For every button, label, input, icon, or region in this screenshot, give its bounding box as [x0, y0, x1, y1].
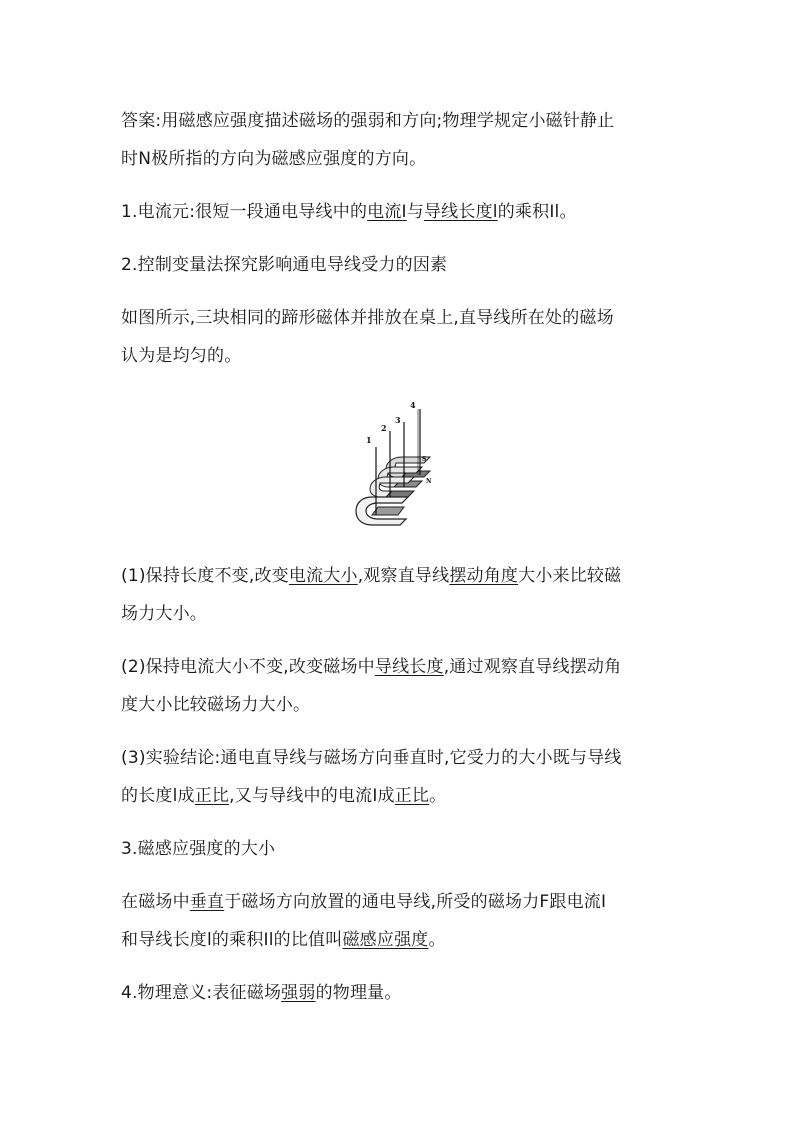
- wire-label-4: 4: [410, 400, 416, 410]
- answer-line-2: 时N极所指的方向为磁感应强度的方向。: [121, 149, 427, 169]
- sub-1-mid: ,观察直导线: [357, 566, 450, 586]
- item-3-suffix-2: 。: [428, 930, 446, 950]
- item-4-underline-strength: 强弱: [281, 983, 316, 1003]
- sub-3-suffix: 。: [429, 786, 447, 806]
- item-2-title: 2.控制变量法探究影响通电导线受力的因素: [121, 255, 448, 275]
- sub-2-prefix: (2)保持电流大小不变,改变磁场中: [121, 657, 375, 677]
- wire-label-3: 3: [395, 415, 401, 425]
- wire-label-1: 1: [366, 435, 372, 445]
- item-1-underline-current: 电流I: [367, 202, 407, 222]
- item-3-title: 3.磁感应强度的大小: [121, 839, 276, 859]
- sub-2-suffix: ,通过观察直导线摆动角: [443, 657, 622, 677]
- sub-1-line-1: [121, 557, 677, 595]
- item-4-prefix: 4.物理意义:表征磁场: [121, 983, 282, 1003]
- magnet-front: [356, 497, 408, 525]
- item-1-current-element: [121, 193, 677, 231]
- item-1-suffix: 的乘积Il。: [497, 202, 577, 222]
- sub-1-prefix: (1)保持长度不变,改变: [121, 566, 289, 586]
- wire-label-2: 2: [381, 423, 387, 433]
- magnet-experiment-figure: [121, 397, 677, 539]
- item-3-prefix: 在磁场中: [121, 892, 190, 912]
- item-1-prefix: 1.电流元:很短一段通电导线中的: [121, 202, 368, 222]
- item-4-suffix: 的物理量。: [315, 983, 402, 1003]
- sub-1-underline-swing-angle: 摆动角度: [449, 566, 519, 586]
- sub-1-suffix: 大小来比较磁: [518, 566, 622, 586]
- sub-3-mid: ,又与导线中的电流I成: [229, 786, 395, 806]
- item-3-line-1: [121, 883, 677, 921]
- item-4-physical-meaning: [121, 974, 677, 1012]
- sub-3-prefix: 的长度l成: [121, 786, 195, 806]
- pole-s-label: S: [422, 456, 427, 463]
- item-3-prefix-2: 和导线长度l的乘积Il的比值叫: [121, 930, 343, 950]
- sub-1-underline-current-size: 电流大小: [288, 566, 358, 586]
- sub-3-line-2: [121, 777, 677, 815]
- item-2-intro-line-1: 如图所示,三块相同的蹄形磁体并排放在桌上,直导线所在处的磁场: [121, 308, 614, 328]
- item-3-underline-magnetic-induction: 磁感应强度: [342, 930, 429, 950]
- item-1-mid: 与: [406, 202, 424, 222]
- item-3-underline-perpendicular: 垂直: [189, 892, 225, 912]
- sub-3-line-1: (3)实验结论:通电直导线与磁场方向垂直时,它受力的大小既与导线: [121, 748, 622, 768]
- item-1-underline-length: 导线长度l: [423, 202, 498, 222]
- sub-2-underline-wire-length: 导线长度: [374, 657, 444, 677]
- pole-n-label: N: [426, 478, 432, 485]
- sub-1-line-2: 场力大小。: [121, 604, 207, 624]
- sub-2-line-2: 度大小比较磁场力大小。: [121, 695, 311, 715]
- sub-3-underline-proportional-2: 正比: [394, 786, 430, 806]
- answer-line-1: 答案:用磁感应强度描述磁场的强弱和方向;物理学规定小磁针静止: [121, 111, 615, 131]
- sub-2-line-1: [121, 648, 677, 686]
- sub-3-underline-proportional-1: 正比: [194, 786, 230, 806]
- document-content: [121, 102, 677, 1012]
- item-2-intro-line-2: 认为是均匀的。: [121, 346, 242, 366]
- horseshoe-magnets-diagram: [352, 397, 442, 539]
- item-3-suffix: 于磁场方向放置的通电导线,所受的磁场力F跟电流I: [224, 892, 607, 912]
- item-3-line-2: [121, 921, 677, 959]
